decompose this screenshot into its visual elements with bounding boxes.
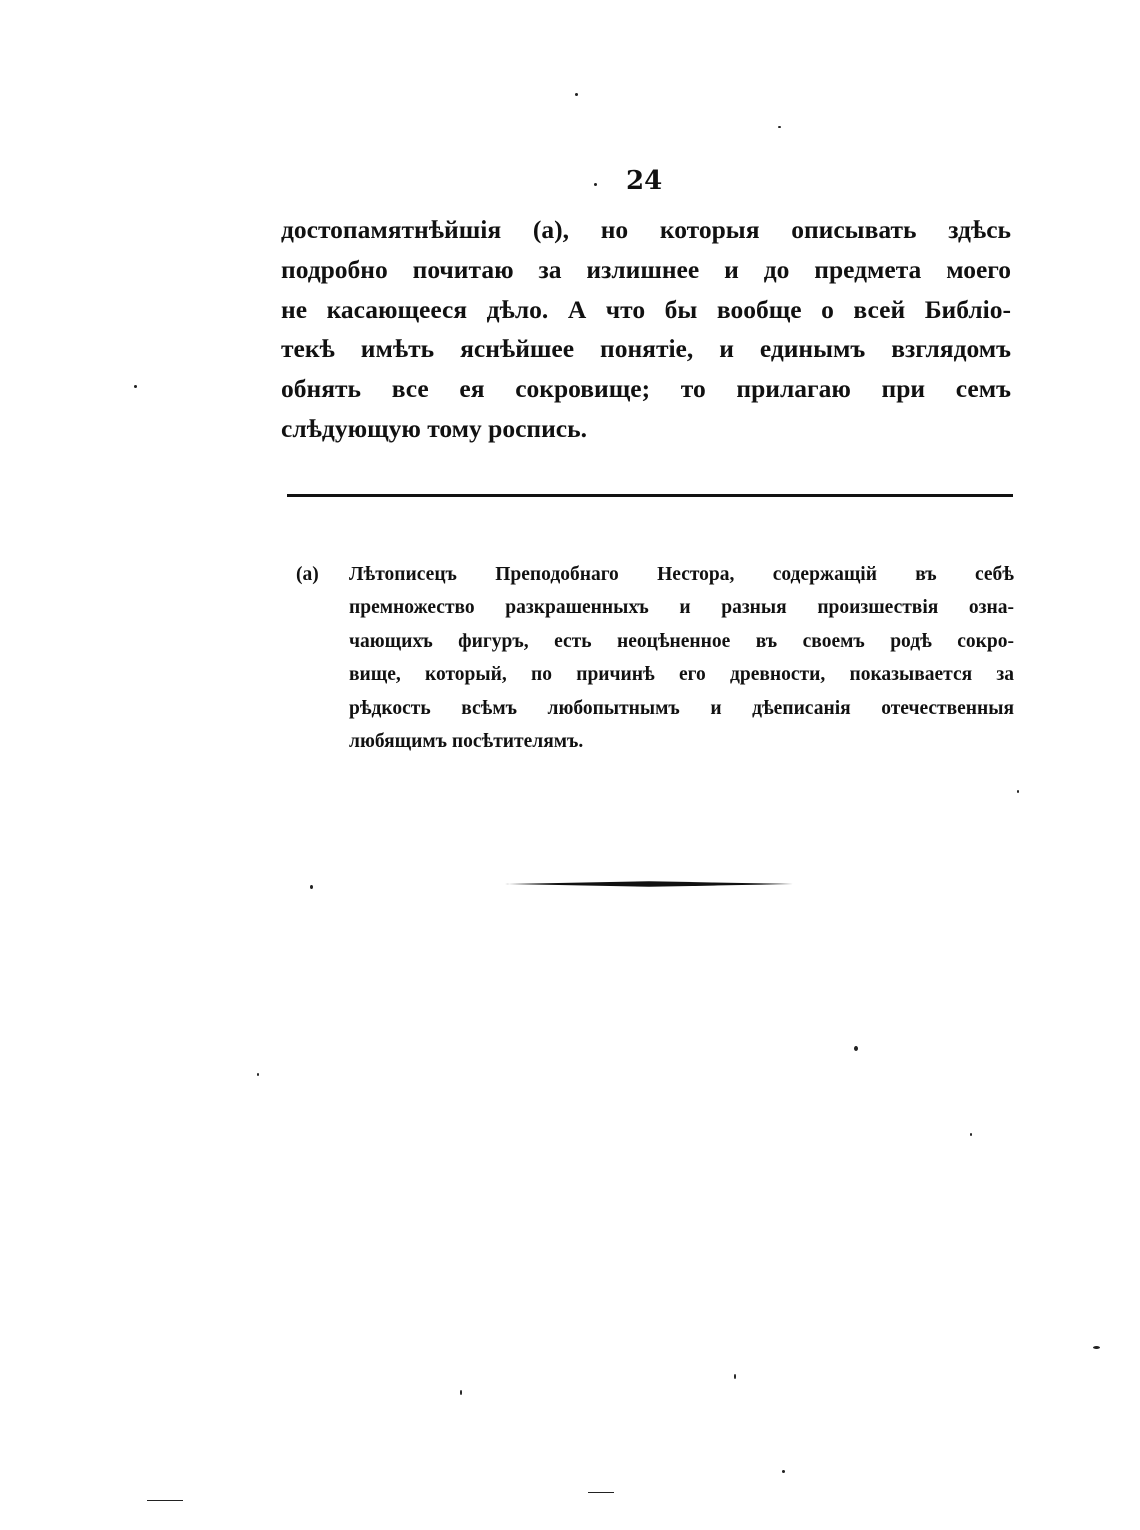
paper-speck — [1017, 790, 1019, 793]
paper-speck — [310, 885, 313, 889]
paper-speck — [134, 385, 137, 388]
footnote-line: вище, который, по причинѣ его древности, показывается за — [349, 664, 1014, 686]
paper-speck — [460, 1390, 462, 1395]
footnote-text-block — [349, 558, 1014, 758]
main-text-line: не касающееся дѣло. А что бы вообще о всей Библіо- — [281, 294, 1011, 324]
footnote-line: рѣдкость всѣмъ любопытнымъ и дѣеписанія отечественныя — [349, 697, 1014, 719]
paper-speck — [782, 1470, 785, 1473]
footnote-line: премножество разкрашенныхъ и разныя произшествія озна- — [349, 597, 1014, 619]
paper-speck — [257, 1073, 259, 1076]
footnote-marker: (а) — [296, 564, 319, 585]
footnote-line: Лѣтописецъ Преподобнаго Нестора, содержащій въ себѣ — [349, 564, 1014, 585]
paper-speck — [1093, 1346, 1100, 1349]
paper-speck — [854, 1046, 858, 1051]
page-number: 24 — [626, 166, 663, 196]
main-text-line: подробно почитаю за излишнее и до предмета моего — [281, 254, 1011, 284]
footnote-line: чающихъ фигуръ, есть неоцѣненное въ своемъ родѣ сокро- — [349, 630, 1014, 652]
main-text-line: обнять все ея сокровище; то прилагаю при семъ — [281, 374, 1011, 404]
paper-speck — [778, 126, 781, 128]
paper-speck — [575, 93, 578, 96]
footnote-separator-rule — [287, 494, 1013, 497]
main-text-line: слѣдующую тому роспись. — [281, 413, 587, 443]
paper-speck — [734, 1374, 736, 1379]
paper-speck — [588, 1492, 614, 1493]
main-text-line: достопамятнѣйшія (а), но которыя описывать здѣсь — [281, 215, 1011, 244]
paper-speck — [970, 1133, 972, 1136]
paper-speck — [594, 183, 597, 186]
main-text-line: текѣ имѣть яснѣйшее понятіе, и единымъ взглядомъ — [281, 334, 1011, 364]
main-text-block — [281, 210, 1011, 449]
paper-speck — [147, 1500, 183, 1501]
footnote-line: любящимъ посѣтителямъ. — [349, 730, 584, 752]
end-ornament-rule — [505, 880, 793, 888]
